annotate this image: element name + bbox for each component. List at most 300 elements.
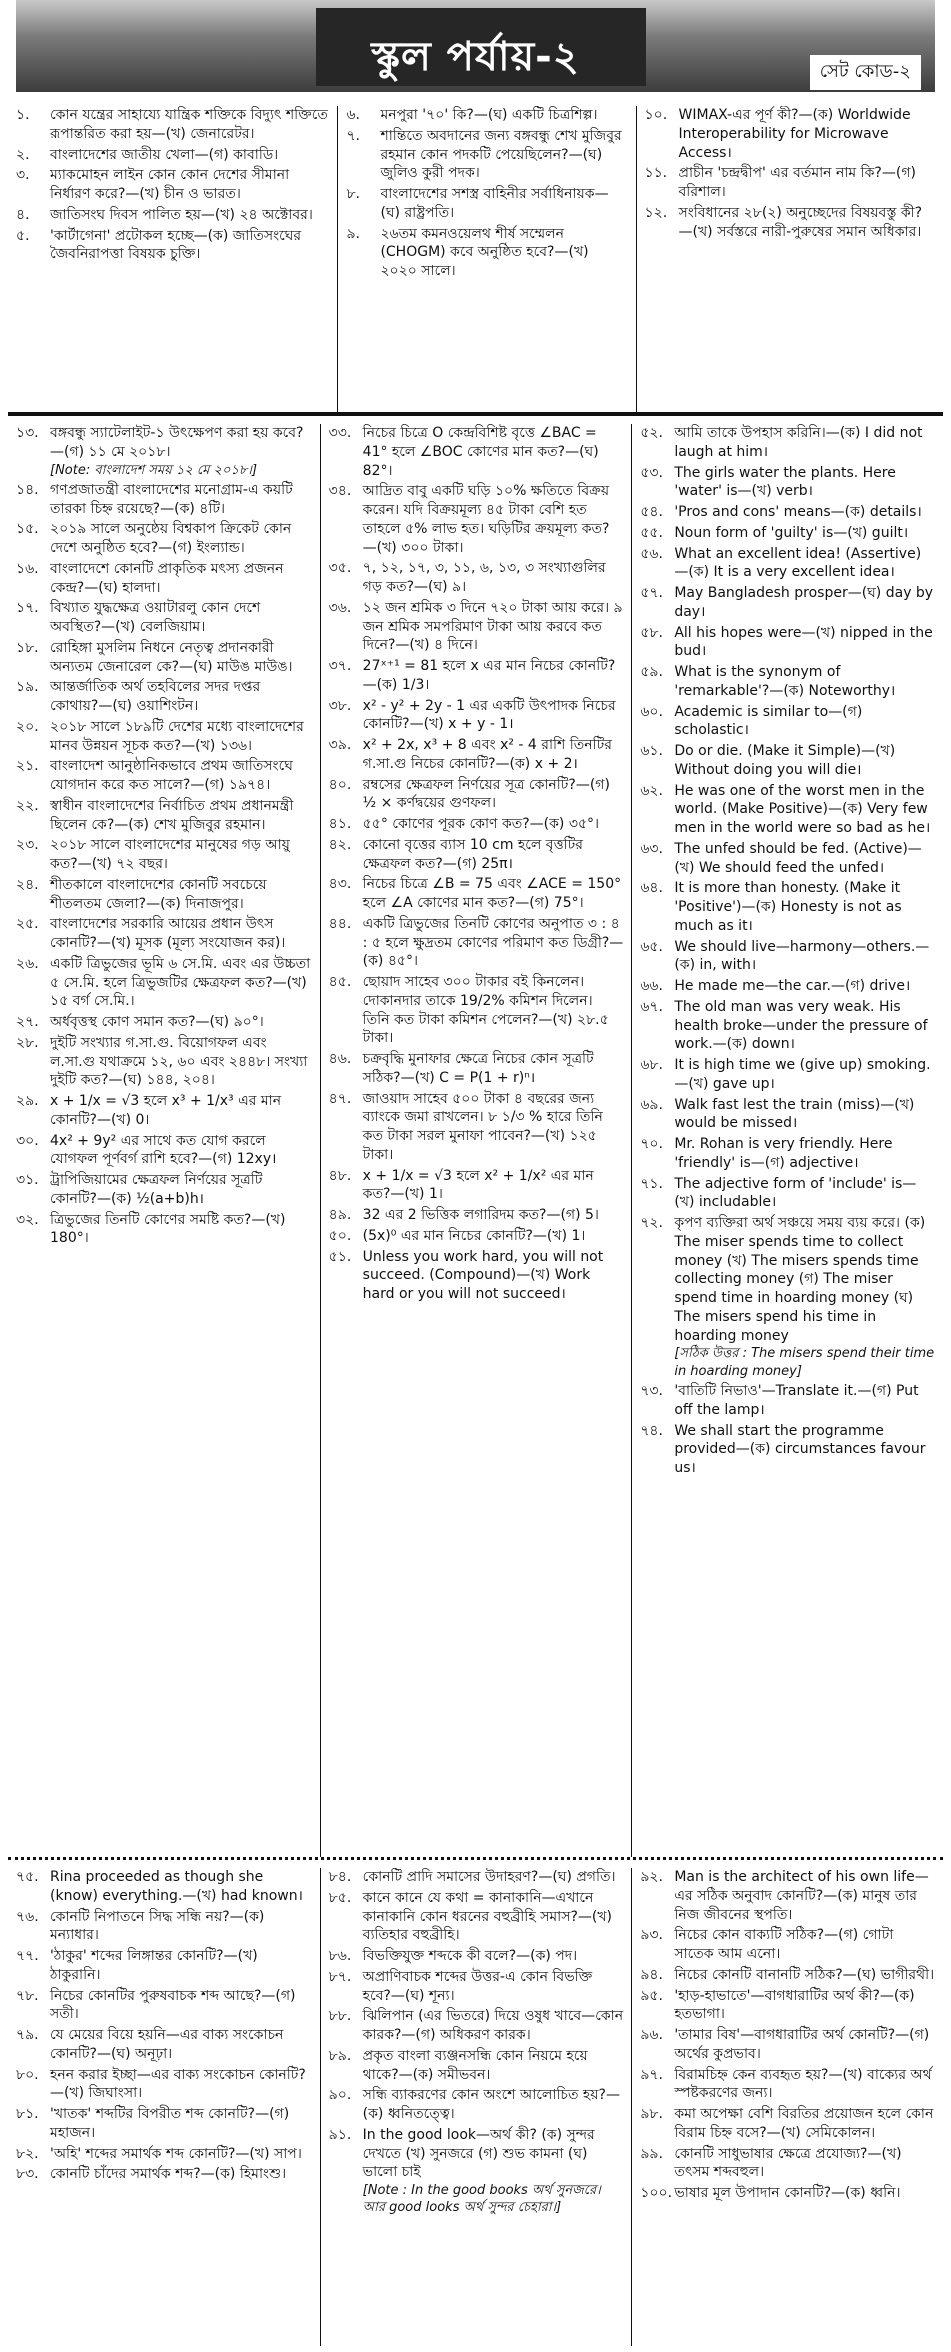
question-body: জাওয়াদ সাহেব ৫০০ টাকা ৪ বছরের জন্য ব্যাংকে জমা রাখলেন। ৮ ১/৩ % হারে তিনি কত টাকা সরল মুনাফা পাবেন?—(খ) ১২৫ টাকা।	[362, 1090, 603, 1163]
question-body: 4x² + 9y² এর সাথে কত যোগ করলে যোগফল পূর্ণবর্গ রাশি হবে?—(গ) 12xy।	[50, 1132, 277, 1168]
question-body: আদ্রিত বাবু একটি ঘড়ি ১০% ক্ষতিতে বিক্রয় করেন। যদি বিক্রয়মূল্য ৪৫ টাকা বেশি হত তাহলে ৫% লাভ হত। ঘড়িটির ক্রয়মূল্য কত?—(খ) ৩০০ টাকা।	[362, 483, 610, 556]
question-body: (5x)⁰ এর মান নিচের কোনটি?—(খ) 1।	[362, 1227, 586, 1244]
question-body: কোনটি নিপাতনে সিদ্ধ সন্ধি নয়?—(ক) মন্যাধার।	[50, 1908, 265, 1944]
question-body: The girls water the plants. Here 'water' is—(খ) verb।	[674, 464, 896, 500]
question-item	[329, 736, 624, 774]
question-number: ১৭.	[16, 600, 39, 617]
question-body: আমি তাকে উপহাস করিনি।—(ক) I did not laugh at him।	[674, 425, 923, 460]
question-number: ৭৬.	[16, 1908, 39, 1925]
question-body: x + 1/x = √3 হলে x³ + 1/x³ এর মান কোনটি?—(খ) 0।	[50, 1093, 282, 1128]
question-body: ট্রাপিজিয়ামের ক্ষেত্রফল নির্ণয়ের সূত্রটি কোনটি?—(ক) ½(a+b)h।	[50, 1172, 263, 1207]
question-number: ৪০.	[328, 776, 352, 793]
question-text	[363, 424, 624, 480]
question-body: 'অহি' শব্দের সমার্থক শব্দ কোনটি?—(খ) সাপ।	[50, 2145, 302, 2162]
question-item	[329, 1090, 624, 1165]
question-text	[674, 1135, 935, 1173]
question-number: ৪৩.	[328, 876, 352, 893]
question-item	[329, 1968, 624, 2006]
question-text	[50, 481, 312, 519]
question-text	[50, 2026, 312, 2064]
question-text	[363, 1227, 624, 1246]
question-number: ৭৩.	[640, 1383, 663, 1400]
question-number: ১৮.	[16, 639, 39, 656]
question-item	[329, 875, 624, 913]
question-item	[16, 2105, 312, 2143]
question-item	[329, 1889, 624, 1945]
question-number: ২০.	[16, 718, 39, 735]
question-text	[363, 1090, 624, 1165]
question-number: ৮৯.	[328, 2047, 352, 2064]
question-item	[16, 520, 312, 558]
question-item	[640, 464, 935, 502]
question-text	[50, 1947, 312, 1985]
question-body: একটি ত্রিভুজের ভূমি ৬ সে.মি. এবং এর উচ্চতা ৫ সে.মি. হলে ত্রিভুজটির ক্ষেত্রফল কত?—(খ) ১৫ বর্গ সে.মি.।	[50, 955, 311, 1010]
question-body: দুইটি সংখ্যার গ.সা.গু. বিয়োগফল এবং ল.সা.গু যথাক্রমে ১২, ৬০ এবং ২৪৪৮। সংখ্যা দুইটি কত?—(ঘ) ১৪৪, ২০৪।	[50, 1034, 308, 1089]
question-number: ৫৫.	[640, 524, 663, 541]
question-item	[16, 599, 312, 637]
section-language-questions	[8, 1860, 943, 2346]
question-number: ২৬.	[16, 955, 39, 972]
question-item	[640, 879, 935, 935]
question-item	[16, 1947, 312, 1985]
question-item	[16, 481, 312, 519]
question-body: কৃপণ ব্যক্তিরা অর্থ সঞ্চয়ে সময় ব্যয় করে। (ক) The miser spends time to collect money (খ) The misers spends time collecting money (গ) The miser spend time in hoarding money (ঘ) The misers spend his time in hoarding money	[674, 1215, 926, 1344]
question-text	[50, 1868, 312, 1906]
question-item	[640, 503, 935, 522]
question-item	[16, 2145, 312, 2164]
section1-column	[337, 106, 635, 412]
question-text	[674, 703, 935, 741]
question-text	[50, 678, 312, 716]
question-number: ৯৬.	[640, 2027, 663, 2043]
question-item	[329, 1050, 624, 1088]
question-number: ৯২.	[640, 1869, 663, 1885]
question-body: 'Pros and cons' means—(ক) details।	[674, 504, 922, 520]
question-item	[16, 1132, 312, 1170]
question-text	[50, 227, 329, 265]
question-body: Unless you work hard, you will not succeed. (Compound)—(খ) Work hard or you will not succeed।	[362, 1248, 604, 1302]
section-general-knowledge	[8, 98, 943, 416]
question-item	[329, 1248, 624, 1304]
section2-column	[8, 424, 320, 1857]
question-number: ৬৪.	[640, 880, 663, 897]
question-text	[50, 639, 312, 677]
question-body: রম্বসের ক্ষেত্রফল নির্ণয়ের সূত্র কোনটি?—(গ) ½ × কর্ণদ্বয়ের গুণফল।	[362, 776, 610, 812]
question-number: ৯৫.	[640, 1987, 663, 2004]
question-text	[674, 2105, 935, 2143]
question-item	[329, 815, 624, 834]
question-body: কানে কানে যে কথা = কানাকানি—এখানে কানাকানি কোন ধরনের বহুব্রীহি সমাস?—(খ) ব্যতিহার বহুব্রীহি।	[362, 1889, 612, 1944]
question-item	[16, 2165, 312, 2184]
question-body: ঝিলিপান (এর ভিতরে) দিয়ে ওষুধ খাবে—কোন কারক?—(গ) অধিকরণ কারক।	[362, 2008, 624, 2043]
question-text	[674, 503, 935, 522]
question-note: [Note : In the good books অর্থ সুনজরে। আর good looks অর্থ সুন্দর চেহারা।]	[362, 2183, 601, 2216]
question-body: It is more than honesty. (Make it 'Positive')—(ক) Honesty is not as much as it।	[674, 880, 902, 934]
question-body: 'কার্টাগেনা' প্রটোকল হচ্ছে—(ক) জাতিসংঘের জৈবনিরাপত্তা বিষয়ক চুক্তি।	[50, 227, 302, 263]
question-text	[363, 697, 624, 735]
question-number: ৮২.	[16, 2145, 39, 2162]
question-text	[363, 2047, 624, 2085]
question-body: বিভক্তিযুক্ত শব্দকে কী বলে?—(ক) পদ।	[362, 1948, 578, 1964]
question-item	[640, 663, 935, 701]
question-number: ৩৩.	[328, 425, 352, 441]
question-text	[674, 1868, 935, 1924]
question-body: অপ্রাণিবাচক শব্দের উত্তর-এ কোন বিভক্তি হবে?—(ঘ) শূন্য।	[362, 1968, 593, 2004]
question-number: ৪২.	[328, 836, 352, 853]
question-text	[679, 106, 935, 162]
question-item	[346, 185, 627, 223]
question-item	[346, 225, 627, 281]
question-item	[640, 1175, 935, 1213]
question-item	[16, 876, 312, 914]
question-item	[640, 1096, 935, 1134]
question-item	[16, 106, 329, 144]
question-body: Do or die. (Make it Simple)—(খ) Without doing you will die।	[674, 743, 896, 778]
question-number: ১২.	[644, 204, 668, 221]
question-number: ৯৩.	[640, 1927, 663, 1944]
question-number: ৮৭.	[328, 1968, 352, 1985]
question-body: ত্রিভুজের তিনটি কোণের সমষ্টি কত?—(খ) 180°।	[50, 1211, 286, 1247]
question-number: ৩৬.	[328, 599, 352, 616]
question-number: ৬৩.	[640, 840, 663, 857]
question-item	[329, 559, 624, 597]
question-text	[363, 2126, 624, 2217]
question-body: 27ˣ⁺¹ = 81 হলে x এর মান নিচের কোনটি?—(ক) 1/3।	[362, 658, 616, 693]
question-item	[346, 106, 627, 125]
question-item	[640, 2026, 935, 2064]
section1-column	[8, 106, 337, 412]
question-number: ২৪.	[16, 876, 39, 893]
question-text	[50, 1013, 312, 1032]
question-item	[329, 697, 624, 735]
question-text	[363, 815, 624, 834]
question-body: নিচের কোনটির পুরুষবাচক শব্দ আছে?—(গ) সতী।	[50, 1987, 296, 2023]
question-text	[674, 879, 935, 935]
question-number: ৫.	[16, 227, 30, 244]
question-body: গণপ্রজাতন্ত্রী বাংলাদেশের মনোগ্রাম-এ কয়টি তারকা চিহ্ন রয়েছে?—(ক) ৪টি।	[50, 481, 293, 517]
question-number: ৭২.	[640, 1215, 663, 1231]
question-body: Man is the architect of his own life—এর সঠিক অনুবাদ কোনটি?—(ক) মানুষ তার নিজ জীবনের স্থপতি।	[674, 1869, 929, 1923]
question-number: ৯৮.	[640, 2106, 663, 2122]
question-body: Walk fast lest the train (miss)—(খ) would be missed।	[674, 1096, 915, 1132]
question-item	[329, 2086, 624, 2124]
question-text	[674, 2184, 935, 2203]
question-text	[50, 1987, 312, 2025]
question-body: রোহিঙ্গা মুসলিম নিধনে নেতৃত্ব প্রদানকারী অন্যতম জেনারেল কে?—(ঘ) মাউঙ মাউঙ।	[50, 639, 293, 675]
question-body: The old man was very weak. His health broke—under the pressure of work.—(ক) down।	[674, 998, 928, 1053]
question-number: ১৩.	[16, 425, 39, 441]
question-item	[16, 1092, 312, 1130]
question-text	[363, 1947, 624, 1966]
question-number: ১৯.	[16, 679, 39, 696]
question-item	[645, 164, 935, 202]
question-number: ৩১.	[16, 1172, 39, 1189]
question-item	[640, 2066, 935, 2104]
question-body: ছোয়াদ সাহেব ৩০০ টাকার বই কিনলেন। দোকানদার তাকে 19/2% কমিশন দিলেন। তিনি কত টাকা কমিশন পেলেন?—(খ) ২৮.৫ টাকা।	[362, 974, 609, 1047]
question-item	[16, 955, 312, 1011]
question-item	[329, 973, 624, 1048]
question-number: ৯০.	[328, 2087, 352, 2104]
question-item	[329, 2126, 624, 2217]
question-body: All his hopes were—(খ) nipped in the bud।	[674, 624, 933, 660]
question-body: 'ঠাকুর' শব্দের লিঙ্গান্তর কোনটি?—(খ) ঠাকুরানি।	[50, 1948, 258, 1983]
question-text	[380, 185, 627, 223]
question-text	[363, 915, 624, 971]
question-number: ৭৪.	[640, 1422, 663, 1439]
question-number: ৫১.	[328, 1248, 352, 1265]
question-number: ৭১.	[640, 1175, 663, 1192]
question-text	[674, 1987, 935, 2025]
question-number: ৮৩.	[16, 2166, 39, 2183]
question-item	[329, 2047, 624, 2085]
question-number: ৫২.	[640, 425, 663, 441]
question-number: ৮.	[346, 186, 360, 202]
section3-column	[631, 1868, 943, 2346]
question-item	[16, 1868, 312, 1906]
question-body: ম্যাকমোহন লাইন কোন কোন দেশের সীমানা নির্ধারণ করে?—(খ) চীন ও ভারত।	[50, 167, 290, 202]
question-body: May Bangladesh prosper—(ঘ) day by day।	[674, 585, 934, 620]
question-item	[640, 524, 935, 543]
question-text	[363, 875, 624, 913]
question-text	[674, 663, 935, 701]
section1-column	[636, 106, 943, 412]
question-number: ৫০.	[328, 1227, 352, 1244]
question-text	[363, 1968, 624, 2006]
section3-column	[320, 1868, 632, 2346]
question-text	[50, 915, 312, 953]
question-body: নিচের চিত্রে O কেন্দ্রবিশিষ্ট বৃত্তে ∠BAC = 41° হলে ∠BOC কোণের মান কত?—(ঘ) 82°।	[362, 425, 599, 479]
question-body: চক্রবৃদ্ধি মুনাফার ক্ষেত্রে নিচের কোন সূত্রটি সঠিক?—(খ) C = P(1 + r)ⁿ।	[362, 1051, 594, 1086]
question-text	[674, 977, 935, 996]
question-number: ১৪.	[16, 481, 39, 498]
question-item	[329, 1868, 624, 1887]
question-item	[640, 782, 935, 838]
question-number: ২১.	[16, 758, 39, 775]
question-body: We shall start the programme provided—(ক) circumstances favour us।	[674, 1422, 926, 1477]
question-item	[16, 678, 312, 716]
question-number: ৪৫.	[328, 974, 352, 990]
question-body: 'তামার বিষ'—বাগধারাটির অর্থ কোনটি?—(গ) অর্থের কুপ্রভাব।	[674, 2027, 930, 2062]
question-item	[640, 2184, 935, 2203]
question-body: মনপুরা '৭০' কি?—(ঘ) একটি চিত্রশিল্প।	[380, 107, 598, 123]
question-text	[50, 1171, 312, 1209]
question-text	[50, 1092, 312, 1130]
question-item	[16, 757, 312, 795]
set-code: সেট কোড-২	[810, 55, 921, 90]
question-number: ৪৯.	[328, 1207, 352, 1223]
question-number: ৭৫.	[16, 1869, 39, 1885]
question-item	[16, 1211, 312, 1249]
question-number: ২২.	[16, 797, 39, 814]
question-text	[50, 1034, 312, 1090]
question-text	[679, 164, 935, 202]
question-item	[329, 2007, 624, 2045]
question-text	[50, 955, 312, 1011]
question-text	[674, 1966, 935, 1985]
question-number: ৯১.	[328, 2126, 352, 2143]
question-item	[640, 1926, 935, 1964]
question-text	[380, 106, 627, 125]
question-number: ৬০.	[640, 703, 663, 720]
question-number: ৮৪.	[328, 1869, 352, 1885]
question-number: ৬৭.	[640, 998, 663, 1015]
question-number: ২৭.	[16, 1014, 39, 1031]
question-text	[363, 1050, 624, 1088]
question-number: ২৯.	[16, 1093, 39, 1110]
question-number: ৮৮.	[328, 2008, 352, 2025]
question-body: অর্ধবৃত্তস্থ কোণ সমান কত?—(ঘ) ৯০°।	[50, 1014, 264, 1031]
question-number: ৫৩.	[640, 464, 663, 481]
question-item	[640, 977, 935, 996]
question-item	[640, 1422, 935, 1478]
question-number: ৬৯.	[640, 1096, 663, 1113]
question-number: ৯.	[346, 225, 360, 242]
question-body: বঙ্গবন্ধু স্যাটেলাইট-১ উৎক্ষেপণ করা হয় কবে?—(গ) ১১ মে ২০১৮।	[50, 425, 304, 460]
question-item	[16, 797, 312, 835]
question-body: প্রকৃত বাংলা ব্যঞ্জনসন্ধি কোন নিয়মে হয়ে থাকে?—(ক) সমীভবন।	[362, 2047, 588, 2083]
question-item	[16, 1987, 312, 2025]
question-number: ৮০.	[16, 2066, 39, 2083]
question-number: ৮১.	[16, 2106, 39, 2122]
question-body: x² - y² + 2y - 1 এর একটি উৎপাদক নিচের কোনটি?—(খ) x + y - 1।	[362, 697, 616, 733]
question-text	[674, 464, 935, 502]
question-text	[363, 657, 624, 695]
question-item	[16, 718, 312, 756]
question-number: ৯৪.	[640, 1966, 663, 1983]
question-number: ৭.	[346, 127, 360, 144]
question-text	[674, 1056, 935, 1094]
question-text	[674, 1214, 935, 1380]
question-number: ৭৮.	[16, 1987, 39, 2004]
question-number: ৫৮.	[640, 624, 663, 641]
question-text	[674, 1926, 935, 1964]
question-item	[645, 204, 935, 242]
question-body: কোনটি চাঁদের সমার্থক শব্দ?—(ক) হিমাংশু।	[50, 2166, 287, 2183]
question-item	[640, 2145, 935, 2183]
question-body: বাংলাদেশের সশস্ত্র বাহিনীর সর্বাধিনায়ক—(ঘ) রাষ্ট্রপতি।	[380, 186, 609, 221]
question-text	[674, 742, 935, 780]
question-body: নিচের চিত্রে ∠B = 75 এবং ∠ACE = 150° হলে ∠A কোণের মান কত?—(গ) 75°।	[362, 876, 622, 911]
question-text	[50, 718, 312, 756]
question-text	[674, 2145, 935, 2183]
question-text	[363, 836, 624, 874]
question-number: ৩০.	[16, 1132, 39, 1149]
question-item	[329, 657, 624, 695]
question-item	[329, 836, 624, 874]
question-number: ২৫.	[16, 916, 39, 933]
question-number: ৮৫.	[328, 1889, 352, 1906]
question-text	[50, 2145, 312, 2164]
question-body: What an excellent idea! (Assertive)—(ক) It is a very excellent idea।	[674, 545, 922, 581]
question-body: ২০১৮ সালে বাংলাদেশের মানুষের গড় আয়ু কত?—(খ) ৭২ বছর।	[50, 837, 290, 873]
question-text	[50, 836, 312, 874]
question-item	[640, 1382, 935, 1420]
question-number: ২৮.	[16, 1034, 39, 1051]
question-text	[674, 424, 935, 462]
question-number: ৮৬.	[328, 1948, 352, 1964]
question-text	[363, 1868, 624, 1887]
question-body: What is the synonym of 'remarkable'?—(ক) Noteworthy।	[674, 664, 896, 699]
question-item	[640, 1868, 935, 1924]
question-text	[363, 1167, 624, 1205]
question-number: ৩৫.	[328, 560, 352, 577]
question-item	[640, 584, 935, 622]
question-body: কমা অপেক্ষা বেশি বিরতির প্রয়োজন হলে কোন বিরাম চিহ্ন বসে?—(খ) সেমিকোলন।	[674, 2106, 934, 2141]
question-text	[674, 1096, 935, 1134]
question-body: জাতিসংঘ দিবস পালিত হয়—(খ) ২৪ অক্টোবর।	[50, 206, 313, 223]
question-number: ১১.	[644, 165, 668, 182]
question-number: ৫৪.	[640, 504, 663, 520]
question-number: ৩২.	[16, 1211, 39, 1228]
question-body: The adjective form of 'include' is—(খ) includable।	[674, 1175, 917, 1211]
question-body: In the good look—অর্থ কী? (ক) সুন্দর দেখতে (খ) সুনজরে (গ) শুভ কামনা (ঘ) ভালো চাই	[362, 2126, 595, 2181]
question-body: কোনটি সাধুভাষার ক্ষেত্রে প্রযোজ্য?—(খ) তৎসম শব্দবহুল।	[674, 2145, 902, 2181]
question-body: কোন যন্ত্রের সাহায্যে যান্ত্রিক শক্তিকে বিদ্যুৎ শক্তিতে রূপান্তরিত করা হয়—(খ) জেনারেটর।	[50, 107, 328, 142]
question-text	[363, 973, 624, 1048]
question-item	[16, 1171, 312, 1209]
question-item	[16, 227, 329, 265]
question-item	[640, 938, 935, 976]
question-number: ৬৮.	[640, 1057, 663, 1073]
question-item	[346, 127, 627, 183]
question-text	[363, 2086, 624, 2124]
question-number: ৪.	[16, 206, 30, 223]
question-number: ৫৯.	[640, 664, 663, 680]
question-item	[16, 166, 329, 204]
question-number: ৪৭.	[328, 1090, 352, 1107]
question-text	[50, 166, 329, 204]
section-main-questions	[8, 416, 943, 1860]
question-text	[363, 599, 624, 655]
question-text	[50, 2105, 312, 2143]
question-body: শীতকালে বাংলাদেশের কোনটি সবচেয়ে শীতলতম জেলা?—(ক) দিনাজপুর।	[50, 876, 267, 912]
question-number: ৩৪.	[328, 483, 352, 500]
question-number: ৫৭.	[640, 585, 663, 601]
question-body: আন্তর্জাতিক অর্থ তহবিলের সদর দপ্তর কোথায়?—(ঘ) ওয়াশিংটন।	[50, 679, 261, 715]
question-text	[674, 1382, 935, 1420]
question-text	[50, 757, 312, 795]
question-text	[363, 1248, 624, 1304]
question-body: নিচের কোন বাক্যটি সঠিক?—(গ) গোটা সাতেক আম এনো।	[674, 1927, 894, 1962]
question-number: ১০০.	[640, 2185, 673, 2201]
question-body: 32 এর 2 ভিত্তিক লগারিদম কত?—(গ) 5।	[362, 1207, 599, 1223]
question-body: বাংলাদেশ আনুষ্ঠানিকভাবে প্রথম জাতিসংঘে যোগদান করে কত সালে?—(গ) ১৯৭৪।	[50, 758, 293, 794]
question-number: ৪১.	[328, 816, 352, 832]
question-text	[674, 2066, 935, 2104]
question-number: ১০.	[644, 107, 668, 123]
question-item	[16, 424, 312, 479]
question-body: শান্তিতে অবদানের জন্য বঙ্গবন্ধু শেখ মুজিবুর রহমান কোন পদকটি পেয়েছিলেন?—(ঘ) জুলিও কুরী পদক।	[380, 127, 622, 182]
question-note: [সঠিক উত্তর : The misers spend their time in hoarding money]	[674, 1346, 935, 1379]
question-body: সন্ধি ব্যাকরণের কোন অংশে আলোচিত হয়?—(ক) ধ্বনিতত্ত্বে।	[362, 2087, 620, 2122]
question-text	[679, 204, 935, 242]
question-body: Mr. Rohan is very friendly. Here 'friendly' is—(গ) adjective।	[674, 1136, 893, 1171]
question-text	[50, 520, 312, 558]
question-item	[640, 1987, 935, 2025]
question-number: ৩.	[16, 167, 30, 184]
question-text	[363, 559, 624, 597]
question-item	[16, 915, 312, 953]
question-body: ৫৫° কোণের পূরক কোণ কত?—(ক) ৩৫°।	[362, 816, 600, 832]
question-text	[50, 560, 312, 598]
question-item	[640, 998, 935, 1054]
question-text	[380, 225, 627, 281]
question-item	[16, 2066, 312, 2104]
question-item	[329, 482, 624, 557]
question-body: বিরামচিহ্ন কেন ব্যবহৃত হয়?—(খ) বাক্যের অর্থ স্পষ্টকরণের জন্য।	[674, 2066, 932, 2102]
question-number: ৬২.	[640, 782, 663, 799]
question-item	[329, 424, 624, 480]
